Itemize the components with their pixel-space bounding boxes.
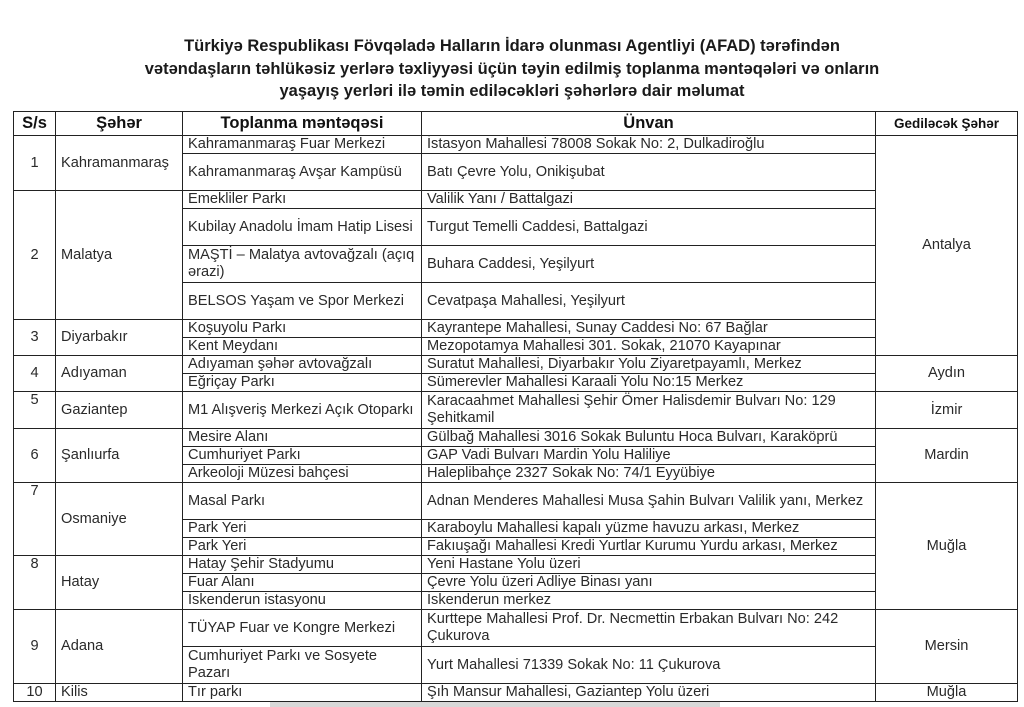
row-number: 1 bbox=[14, 136, 56, 191]
row-point: Kent Meydanı bbox=[183, 338, 422, 356]
header-city: Şəhər bbox=[56, 112, 183, 136]
row-address: Haleplibahçe 2327 Sokak No: 74/1 Eyyübiye bbox=[422, 465, 876, 483]
row-point: Koşuyolu Parkı bbox=[183, 320, 422, 338]
row-point: Eğriçay Parkı bbox=[183, 374, 422, 392]
row-city: Malatya bbox=[56, 191, 183, 320]
row-city: Hatay bbox=[56, 556, 183, 610]
row-address: Gülbağ Mahallesi 3016 Sokak Buluntu Hoca Bulvarı, Karaköprü bbox=[422, 429, 876, 447]
row-city: Adana bbox=[56, 610, 183, 684]
table-header-row bbox=[14, 112, 1018, 136]
row-number: 7 bbox=[14, 483, 56, 556]
row-point: Park Yeri bbox=[183, 538, 422, 556]
row-destination: Antalya bbox=[876, 136, 1018, 356]
row-city: Kilis bbox=[56, 684, 183, 702]
row-address: Mezopotamya Mahallesi 301. Sokak, 21070 Kayapınar bbox=[422, 338, 876, 356]
row-destination: Aydın bbox=[876, 356, 1018, 392]
row-point: Kubilay Anadolu İmam Hatip Lisesi bbox=[183, 209, 422, 246]
header-no: S/s bbox=[14, 112, 56, 136]
row-point: Park Yeri bbox=[183, 520, 422, 538]
row-city: Adıyaman bbox=[56, 356, 183, 392]
row-point: Kahramanmaraş Fuar Merkezi bbox=[183, 136, 422, 154]
row-number: 4 bbox=[14, 356, 56, 392]
title-line-3: yaşayış yerləri ilə təmin ediləcəkləri şəhərlərə dair məlumat bbox=[279, 82, 745, 100]
row-destination: Mardin bbox=[876, 429, 1018, 483]
row-point: Tır parkı bbox=[183, 684, 422, 702]
row-address: Fakıuşağı Mahallesi Kredi Yurtlar Kurumu Yurdu arkası, Merkez bbox=[422, 538, 876, 556]
row-point: Fuar Alanı bbox=[183, 574, 422, 592]
title-line-1: Türkiyə Respublikası Fövqəladə Halların İdarə olunması Agentliyi (AFAD) tərəfindən bbox=[184, 37, 840, 55]
row-point: Arkeoloji Müzesi bahçesi bbox=[183, 465, 422, 483]
row-address: Batı Çevre Yolu, Onikişubat bbox=[422, 154, 876, 191]
header-destination: Gedilәcәk Şәhәr bbox=[876, 112, 1018, 136]
row-point: Hatay Şehir Stadyumu bbox=[183, 556, 422, 574]
row-number: 8 bbox=[14, 556, 56, 610]
row-address: Sümerevler Mahallesi Karaali Yolu No:15 Merkez bbox=[422, 374, 876, 392]
title-line-2: vətəndaşların təhlükəsiz yerlərə təxliyyəsi üçün təyin edilmiş toplanma məntəqələri və onların bbox=[144, 59, 880, 78]
table-row bbox=[14, 483, 1018, 520]
row-number: 5 bbox=[14, 392, 56, 429]
row-point: Masal Parkı bbox=[183, 483, 422, 520]
row-city: Şanlıurfa bbox=[56, 429, 183, 483]
row-address: Suratut Mahallesi, Diyarbakır Yolu Ziyaretpayamlı, Merkez bbox=[422, 356, 876, 374]
row-point: TÜYAP Fuar ve Kongre Merkezi bbox=[183, 610, 422, 647]
row-point: Cumhuriyet Parkı ve Sosyete Pazarı bbox=[183, 647, 422, 684]
row-number: 3 bbox=[14, 320, 56, 356]
row-address: Karaboylu Mahallesi kapalı yüzme havuzu arkası, Merkez bbox=[422, 520, 876, 538]
row-destination: Muğla bbox=[876, 684, 1018, 702]
row-address: Yurt Mahallesi 71339 Sokak No: 11 Çukurova bbox=[422, 647, 876, 684]
row-number: 10 bbox=[14, 684, 56, 702]
row-point: M1 Alışveriş Merkezi Açık Otoparkı bbox=[183, 392, 422, 429]
table-row bbox=[14, 429, 1018, 447]
table-row bbox=[14, 684, 1018, 702]
row-address: Şıh Mansur Mahallesi, Gaziantep Yolu üzeri bbox=[422, 684, 876, 702]
document-title bbox=[0, 35, 1024, 103]
row-address: Kurttepe Mahallesi Prof. Dr. Necmettin Erbakan Bulvarı No: 242 Çukurova bbox=[422, 610, 876, 647]
row-city: Kahramanmaraş bbox=[56, 136, 183, 191]
row-destination: Muğla bbox=[876, 483, 1018, 610]
row-address: Kayrantepe Mahallesi, Sunay Caddesi No: 67 Bağlar bbox=[422, 320, 876, 338]
table-row bbox=[14, 136, 1018, 154]
row-point: Adıyaman şəhər avtovağzalı bbox=[183, 356, 422, 374]
row-destination: İzmir bbox=[876, 392, 1018, 429]
page-bottom-edge bbox=[270, 702, 720, 707]
row-city: Diyarbakır bbox=[56, 320, 183, 356]
row-number: 6 bbox=[14, 429, 56, 483]
row-point: Kahramanmaraş Avşar Kampüsü bbox=[183, 154, 422, 191]
row-number: 9 bbox=[14, 610, 56, 684]
row-number: 2 bbox=[14, 191, 56, 320]
row-address: Buhara Caddesi, Yeşilyurt bbox=[422, 246, 876, 283]
row-address: Cevatpaşa Mahallesi, Yeşilyurt bbox=[422, 283, 876, 320]
row-address: Turgut Temelli Caddesi, Battalgazi bbox=[422, 209, 876, 246]
row-destination: Mersin bbox=[876, 610, 1018, 684]
row-point: BELSOS Yaşam ve Spor Merkezi bbox=[183, 283, 422, 320]
row-city: Gaziantep bbox=[56, 392, 183, 429]
row-point: Cumhuriyet Parkı bbox=[183, 447, 422, 465]
row-address: İstasyon Mahallesi 78008 Sokak No: 2, Dulkadiroğlu bbox=[422, 136, 876, 154]
row-address: Adnan Menderes Mahallesi Musa Şahin Bulvarı Valilik yanı, Merkez bbox=[422, 483, 876, 520]
row-point: Mesire Alanı bbox=[183, 429, 422, 447]
row-address: İskenderun merkez bbox=[422, 592, 876, 610]
row-point: MAŞTİ – Malatya avtovağzalı (açıq ərazi) bbox=[183, 246, 422, 283]
row-point: İskenderun istasyonu bbox=[183, 592, 422, 610]
table-row bbox=[14, 556, 1018, 574]
header-point: Toplanma məntəqəsi bbox=[183, 112, 422, 136]
table-row bbox=[14, 356, 1018, 374]
row-point: Emekliler Parkı bbox=[183, 191, 422, 209]
table-row bbox=[14, 392, 1018, 429]
assembly-points-table bbox=[13, 111, 1018, 702]
row-city: Osmaniye bbox=[56, 483, 183, 556]
row-address: Valilik Yanı / Battalgazi bbox=[422, 191, 876, 209]
row-address: Çevre Yolu üzeri Adliye Binası yanı bbox=[422, 574, 876, 592]
row-address: Yeni Hastane Yolu üzeri bbox=[422, 556, 876, 574]
table-row bbox=[14, 610, 1018, 647]
table-row bbox=[14, 191, 1018, 209]
row-address: GAP Vadi Bulvarı Mardin Yolu Haliliye bbox=[422, 447, 876, 465]
header-address: Ünvan bbox=[422, 112, 876, 136]
table-row bbox=[14, 320, 1018, 338]
row-address: Karacaahmet Mahallesi Şehir Ömer Halisdemir Bulvarı No: 129 Şehitkamil bbox=[422, 392, 876, 429]
